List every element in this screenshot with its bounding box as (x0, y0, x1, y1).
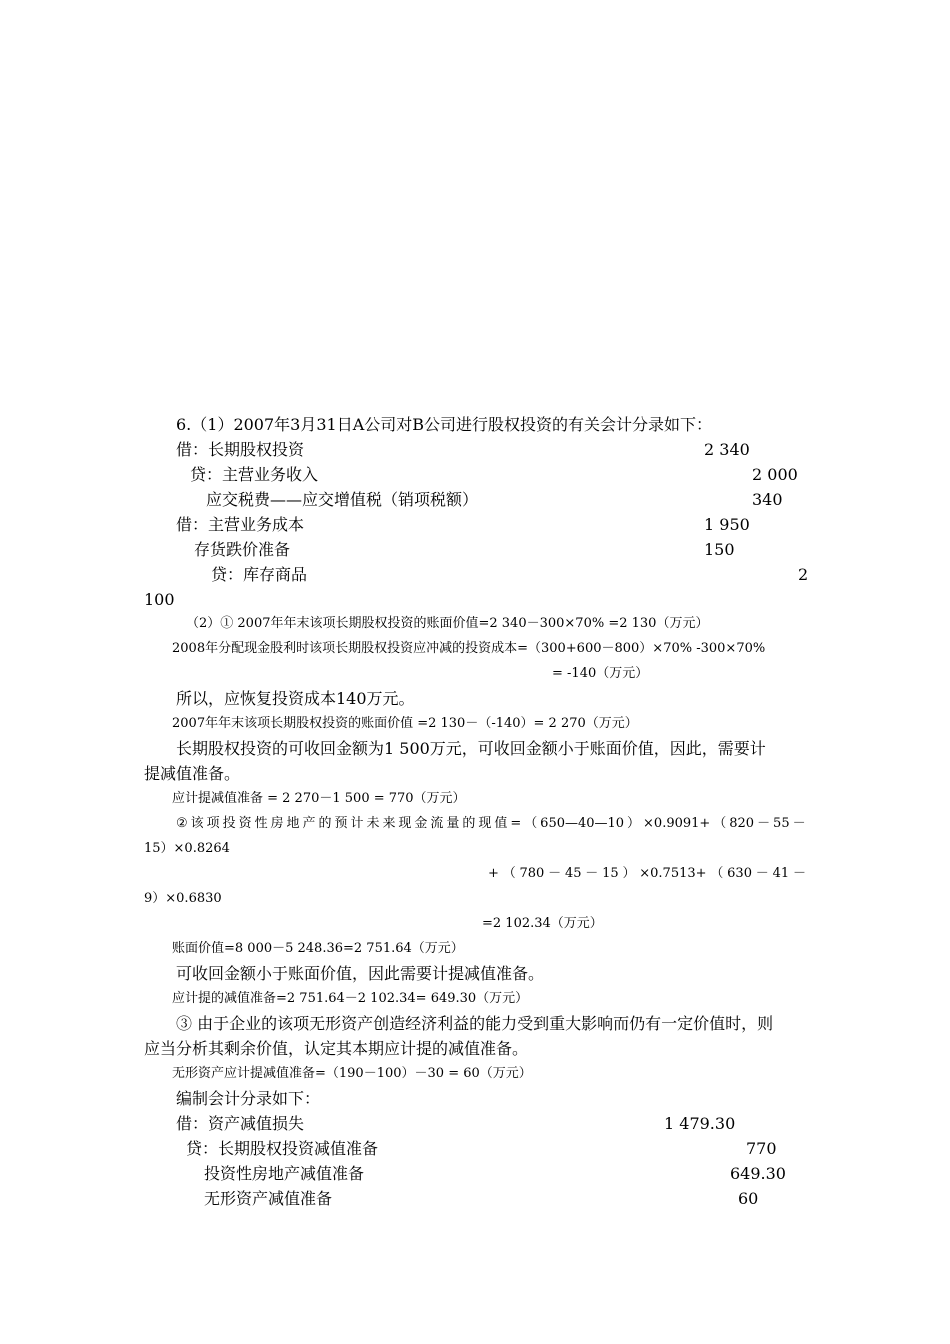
line-part: 该 (190, 816, 204, 831)
text-line: 9）×0.6830 (144, 891, 222, 906)
entry-amount: 2 340 (704, 440, 750, 459)
line-part: 15 (602, 866, 619, 881)
text-line: ③ 由于企业的该项无形资产创造经济利益的能力受到重大影响而仍有一定价值时，则 (176, 1014, 774, 1033)
entry-amount: 770 (746, 1139, 777, 1158)
text-line: 编制会计分录如下： (176, 1089, 321, 1108)
text-line: 2007年年末该项长期股权投资的账面价值 =2 130－（-140）= 2 270（万元） (172, 716, 638, 731)
line-part: 流 (430, 816, 444, 831)
line-part: 计 (350, 816, 364, 831)
entry-credit-account: 贷：库存商品 (211, 565, 308, 584)
text-line: 应计提的减值准备=2 751.64－2 102.34= 649.30（万元） (172, 991, 529, 1006)
question-intro: 6.（1）2007年3月31日A公司对B公司进行股权投资的有关会计分录如下： (176, 415, 713, 434)
line-part: － (755, 866, 769, 881)
justified-line (176, 817, 806, 830)
line-part: 量 (446, 816, 460, 831)
line-part: ×0.9091+ (643, 816, 711, 831)
justified-line (488, 867, 806, 880)
line-part: ×0.7513+ (639, 866, 707, 881)
line-part: － (757, 816, 771, 831)
line-part: － (585, 866, 599, 881)
line-part: （ (502, 866, 516, 881)
entry-amount: 1 950 (704, 515, 750, 534)
entry-credit-account: 无形资产减值准备 (204, 1189, 333, 1208)
line-part: + (488, 866, 499, 881)
entry-amount: 150 (704, 540, 735, 559)
text-line: 长期股权投资的可收回金额为1 500万元，可收回金额小于账面价值，因此，需要计 (176, 739, 766, 758)
line-part: 性 (254, 816, 268, 831)
line-part: 来 (382, 816, 396, 831)
line-part: 650—40—10 (540, 816, 625, 831)
line-part: 未 (366, 816, 380, 831)
line-part: 的 (462, 816, 476, 831)
line-part: （ (710, 866, 724, 881)
text-line: 可收回金额小于账面价值，因此需要计提减值准备。 (176, 964, 545, 983)
entry-amount: 60 (738, 1189, 759, 1208)
text-line: （2）① 2007年年末该项长期股权投资的账面价值=2 340－300×70% =2 130（万元） (186, 616, 709, 631)
text-line: = -140（万元） (552, 666, 649, 681)
line-part: （ (713, 816, 727, 831)
entry-amount: 649.30 (730, 1164, 786, 1183)
line-part: = (510, 816, 522, 831)
line-part: 资 (238, 816, 252, 831)
entry-credit-account: 应交税费——应交增值税（销项税额） (206, 490, 479, 509)
text-line: =2 102.34（万元） (482, 916, 603, 931)
line-part: 45 (564, 866, 582, 881)
line-part: （ (524, 816, 538, 831)
entry-amount: 1 479.30 (664, 1114, 736, 1133)
entry-debit-account: 借：长期股权投资 (176, 440, 305, 459)
line-part: － (792, 816, 806, 831)
line-part: 现 (398, 816, 412, 831)
entry-amount: 2 000 (752, 465, 798, 484)
text-line: 账面价值=8 000－5 248.36=2 751.64（万元） (172, 941, 464, 956)
line-part: 金 (414, 816, 428, 831)
line-part: 产 (302, 816, 316, 831)
entry-amount-wrap: 100 (144, 590, 175, 609)
entry-credit-account: 投资性房地产减值准备 (204, 1164, 365, 1183)
line-part: ） (627, 816, 641, 831)
entry-amount: 340 (752, 490, 783, 509)
line-part: 项 (206, 816, 220, 831)
line-part: ② (176, 816, 188, 831)
line-part: 630 (727, 866, 752, 881)
line-part: 预 (334, 816, 348, 831)
text-line: 应计提减值准备 = 2 270－1 500 = 770（万元） (172, 791, 466, 806)
text-line: 应当分析其剩余价值，认定其本期应计提的减值准备。 (144, 1039, 529, 1058)
line-part: 的 (318, 816, 332, 831)
line-part: 投 (222, 816, 236, 831)
line-part: 房 (270, 816, 284, 831)
text-line: 15）×0.8264 (144, 841, 230, 856)
line-part: 820 (729, 816, 755, 831)
entry-credit-account: 贷：长期股权投资减值准备 (186, 1139, 379, 1158)
line-part: 现 (478, 816, 492, 831)
line-part: 41 (772, 866, 790, 881)
line-part: 55 (773, 816, 790, 831)
line-part: 值 (494, 816, 508, 831)
entry-debit-account: 借：主营业务成本 (176, 515, 305, 534)
text-line: 无形资产应计提减值准备=（190－100）－30 = 60（万元） (172, 1066, 532, 1081)
line-part: ） (622, 866, 636, 881)
text-line: 提减值准备。 (144, 764, 241, 783)
entry-amount: 2 (798, 565, 809, 584)
text-line: 所以，应恢复投资成本140万元。 (176, 689, 415, 708)
entry-debit-account: 存货跌价准备 (194, 540, 291, 559)
text-line: 2008年分配现金股利时该项长期股权投资应冲减的投资成本=（300+600－800）×70% -300×70% (172, 641, 766, 656)
line-part: － (548, 866, 562, 881)
entry-debit-account: 借：资产减值损失 (176, 1114, 305, 1133)
line-part: 地 (286, 816, 300, 831)
line-part: 780 (519, 866, 545, 881)
line-part: － (792, 866, 806, 881)
entry-credit-account: 贷：主营业务收入 (190, 465, 319, 484)
